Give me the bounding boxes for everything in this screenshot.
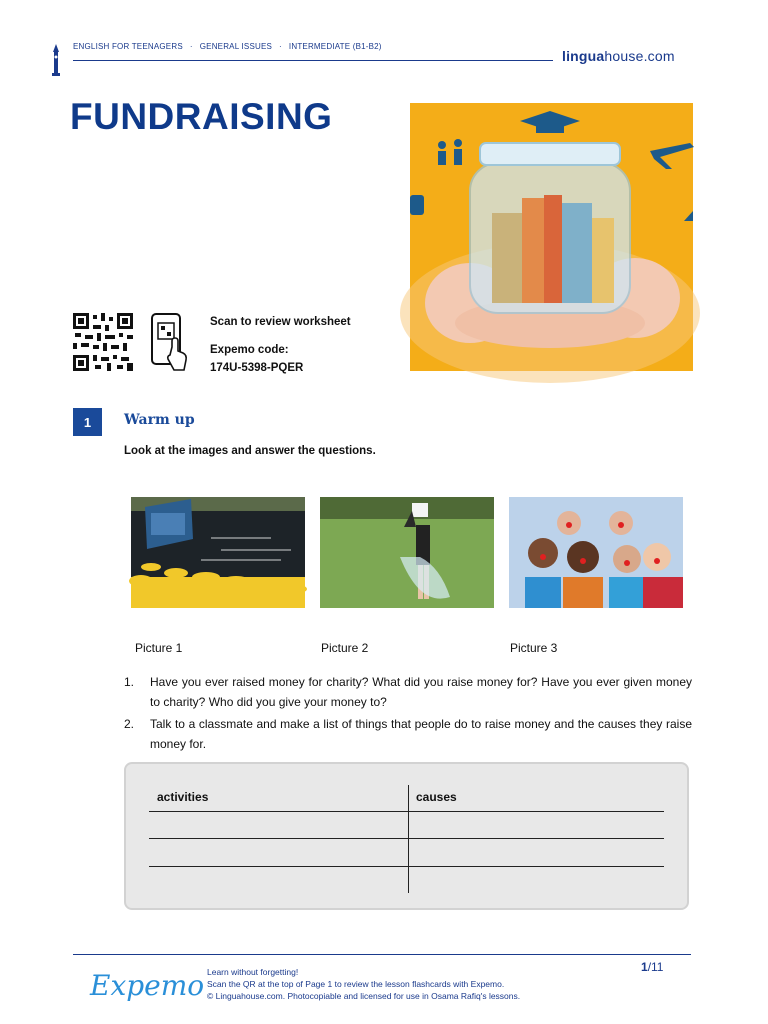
question-text: Have you ever raised money for charity? What did you raise money for? Have you ever given money to charity? Who did you give your money to? <box>150 675 692 709</box>
picture-1-duck-race <box>131 497 305 608</box>
picture-2-caption: Picture 2 <box>321 641 369 655</box>
big-ben-icon <box>51 44 61 76</box>
instruction-text: Look at the images and answer the questions. <box>124 445 376 457</box>
brand-logo[interactable]: linguahouse.com <box>562 48 675 64</box>
scan-info <box>210 313 351 387</box>
breadcrumb-grade[interactable]: INTERMEDIATE (B1-B2) <box>288 42 382 51</box>
footer-instruction: Scan the QR at the top of Page 1 to review the lesson flashcards with Expemo. <box>207 979 505 989</box>
picture-2-ice-bucket <box>320 497 494 608</box>
picture-1-caption: Picture 1 <box>135 641 183 655</box>
scan-label: Scan to review worksheet <box>210 316 351 328</box>
picture-3-caption: Picture 3 <box>510 641 558 655</box>
svg-text:Expemo: Expemo <box>90 969 205 1002</box>
breadcrumb-level[interactable]: ENGLISH FOR TEENAGERS <box>73 42 183 51</box>
activities-causes-table <box>124 762 689 910</box>
phone-scan-icon <box>150 313 190 371</box>
column-header-activities: activities <box>157 790 209 804</box>
footer-text <box>207 966 520 1002</box>
section-title: Warm up <box>124 412 195 428</box>
footer-copyright: © Linguahouse.com. Photocopiable and licensed for use in Osama Rafiq's lessons. <box>207 991 521 1001</box>
table-column-divider <box>408 785 409 893</box>
table-cell-activity[interactable] <box>150 812 405 836</box>
table-cell-cause[interactable] <box>411 812 663 836</box>
qr-code[interactable] <box>73 313 133 371</box>
table-row-line <box>149 866 664 867</box>
footer-tagline: Learn without forgetting! <box>207 967 299 977</box>
page-title: FUNDRAISING <box>70 96 333 137</box>
page-number: 1/11 <box>641 960 664 974</box>
expemo-logo <box>90 965 205 1009</box>
expemo-code-label: Expemo code: <box>210 344 289 356</box>
hero-image-money-jar <box>410 103 693 371</box>
question-number: 1. <box>124 675 135 689</box>
question-text: Talk to a classmate and make a list of things that people do to raise money and the causes they raise money for. <box>150 717 692 751</box>
question-item <box>124 672 692 712</box>
question-item <box>124 714 692 754</box>
question-number: 2. <box>124 717 135 731</box>
expemo-code: 174U-5398-PQER <box>210 362 304 374</box>
table-row-line <box>149 838 664 839</box>
section-number: 1 <box>73 408 102 436</box>
header-divider <box>73 60 553 61</box>
question-list <box>124 672 692 756</box>
picture-3-red-noses <box>509 497 683 608</box>
column-header-causes: causes <box>416 790 457 804</box>
breadcrumb: ENGLISH FOR TEENAGERS · GENERAL ISSUES · INTERMEDIATE (B1-B2) <box>73 42 382 51</box>
breadcrumb-topic[interactable]: GENERAL ISSUES <box>199 42 273 51</box>
footer-divider <box>73 954 691 955</box>
